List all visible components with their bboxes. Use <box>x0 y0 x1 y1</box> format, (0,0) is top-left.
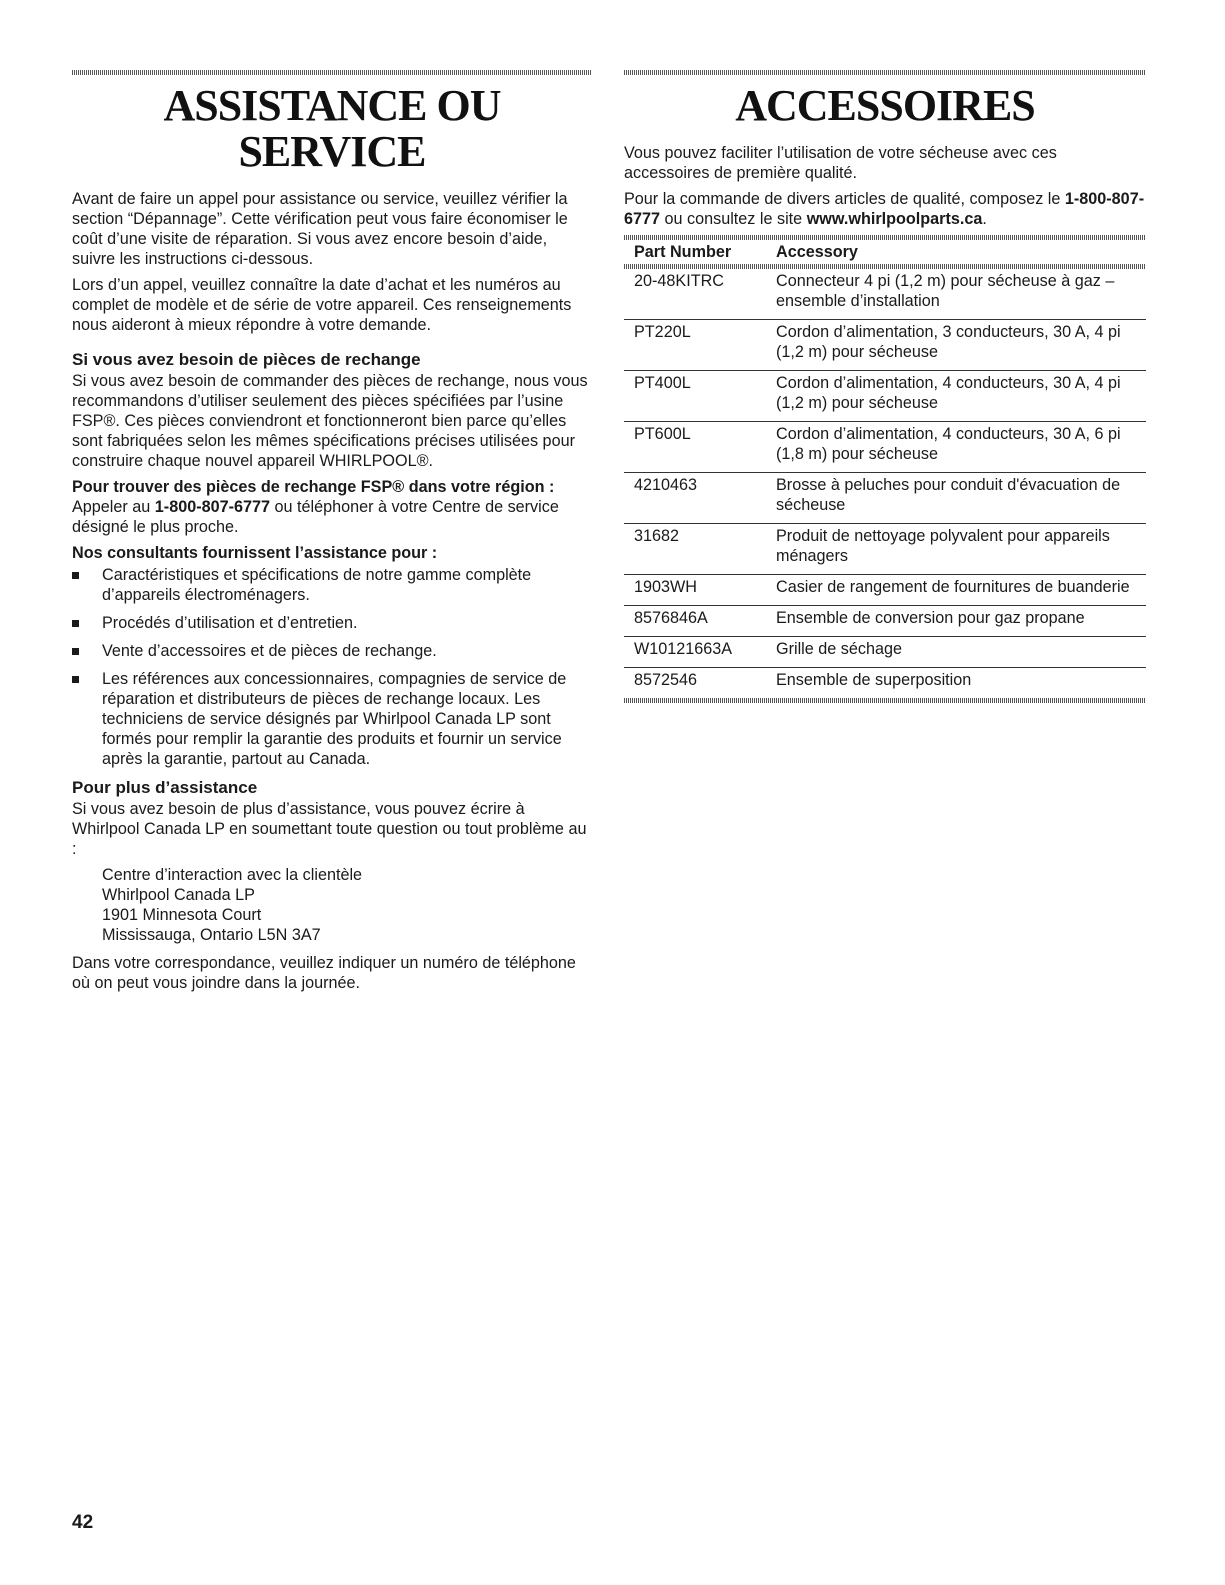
bullet-square-icon <box>72 572 79 579</box>
table-row <box>624 637 1146 668</box>
section-top-rule <box>72 70 592 75</box>
table-row <box>624 269 1146 320</box>
table-bottom-rule <box>624 698 1146 703</box>
accessory-cell: Cordon d’alimentation, 3 conducteurs, 30 A, 4 pi (1,2 m) pour sécheuse <box>766 320 1146 371</box>
list-item: Vente d’accessoires et de pièces de rechange. <box>72 641 592 661</box>
table-row <box>624 473 1146 524</box>
table-top-rule <box>624 235 1146 240</box>
find-parts-text: Appeler au 1-800-807-6777 ou téléphoner à votre Centre de service désigné le plus proche. <box>72 498 559 537</box>
part-number-cell: 8576846A <box>624 606 766 637</box>
table-row <box>624 320 1146 371</box>
mailing-address <box>102 865 592 945</box>
assistance-intro-2: Lors d’un appel, veuillez connaître la date d’achat et les numéros au complet de modèle et de série de votre appareil. Ces renseignements nous aideront à mieux répondre à votre demande. <box>72 276 572 335</box>
accessory-cell: Cordon d’alimentation, 4 conducteurs, 30 A, 6 pi (1,8 m) pour sécheuse <box>766 422 1146 473</box>
address-line: Centre d’interaction avec la clientèle <box>102 866 363 885</box>
parts-text: Si vous avez besoin de commander des pièces de rechange, nous vous recommandons d’utiliser seulement des pièces spécifiées par l’usine FSP®. Ces pièces conviendront et fonctionneront bien parce qu’elles sont fabriquées selon les mêmes spécifications précises utilisées pour construire chaque nouvel appareil WHIRLPOOL®. <box>72 372 588 471</box>
more-assistance-heading: Pour plus d’assistance <box>72 778 258 798</box>
address-line: Mississauga, Ontario L5N 3A7 <box>102 926 321 945</box>
assistance-intro-1: Avant de faire un appel pour assistance ou service, veuillez vérifier la section “Dépannage”. Cette vérification peut vous faire économiser le coût d’une visite de réparation. Si vous avez encore besoin d’aide, suivre les instructions ci-dessous. <box>72 190 568 269</box>
list-item: Caractéristiques et spécifications de notre gamme complète d’appareils électroménagers. <box>72 565 592 605</box>
closing-text: Dans votre correspondance, veuillez indiquer un numéro de téléphone où on peut vous joindre dans la journée. <box>72 954 576 993</box>
accessory-cell: Cordon d’alimentation, 4 conducteurs, 30 A, 4 pi (1,2 m) pour sécheuse <box>766 371 1146 422</box>
part-number-cell: W10121663A <box>624 637 766 668</box>
order-phone-number: 1-800-807-6777 <box>624 190 1145 229</box>
bullet-square-icon <box>72 620 79 627</box>
accessory-cell: Ensemble de conversion pour gaz propane <box>766 606 1146 637</box>
table-row <box>624 575 1146 606</box>
part-number-cell: PT400L <box>624 371 766 422</box>
column-header-part-number: Part Number <box>634 243 732 262</box>
accessories-intro-1: Vous pouvez faciliter l’utilisation de votre sécheuse avec ces accessoires de première qualité. <box>624 144 1057 183</box>
assistance-title: ASSISTANCE OU SERVICE <box>163 81 501 177</box>
accessory-cell: Brosse à peluches pour conduit d'évacuation de sécheuse <box>766 473 1146 524</box>
accessories-title: ACCESSOIRES <box>735 81 1035 130</box>
accessory-cell: Connecteur 4 pi (1,2 m) pour sécheuse à gaz – ensemble d’installation <box>766 269 1146 320</box>
list-item: Les références aux concessionnaires, compagnies de service de réparation et distributeurs de pièces de rechange locaux. Les techniciens de service désignés par Whirlpool Canada LP sont formés pour remplir la garantie des produits et fournir un service après la garantie, partout au Canada. <box>72 669 592 769</box>
part-number-cell: 20-48KITRC <box>624 269 766 320</box>
part-number-cell: 1903WH <box>624 575 766 606</box>
table-row <box>624 371 1146 422</box>
part-number-cell: PT220L <box>624 320 766 371</box>
accessories-intro-2: Pour la commande de divers articles de qualité, composez le 1-800-807-6777 ou consultez le site www.whirlpoolparts.ca. <box>624 190 1145 229</box>
column-header-accessory: Accessory <box>776 243 858 262</box>
part-number-cell: PT600L <box>624 422 766 473</box>
assistance-section <box>72 70 592 999</box>
table-row <box>624 606 1146 637</box>
part-number-cell: 31682 <box>624 524 766 575</box>
consultants-list <box>72 565 592 769</box>
find-phone-number: 1-800-807-6777 <box>154 498 270 517</box>
parts-heading: Si vous avez besoin de pièces de rechange <box>72 350 421 370</box>
website-link[interactable]: www.whirlpoolparts.ca <box>806 210 983 229</box>
accessory-cell: Ensemble de superposition <box>776 671 972 690</box>
accessories-table <box>624 242 1146 698</box>
consultants-heading: Nos consultants fournissent l’assistance pour : <box>72 544 438 563</box>
accessory-cell: Casier de rangement de fournitures de buanderie <box>766 575 1146 606</box>
address-line: Whirlpool Canada LP <box>102 886 255 905</box>
list-item: Procédés d’utilisation et d’entretien. <box>72 613 592 633</box>
find-parts-heading: Pour trouver des pièces de rechange FSP® dans votre région : <box>72 478 555 497</box>
part-number-cell: 4210463 <box>624 473 766 524</box>
accessory-cell: Produit de nettoyage polyvalent pour appareils ménagers <box>766 524 1146 575</box>
table-row <box>624 524 1146 575</box>
bullet-square-icon <box>72 676 79 683</box>
part-number-cell: 8572546 <box>634 671 698 690</box>
bullet-square-icon <box>72 648 79 655</box>
table-header-row <box>624 242 1146 264</box>
table-row <box>624 668 1146 699</box>
more-assistance-text: Si vous avez besoin de plus d’assistance, vous pouvez écrire à Whirlpool Canada LP en soumettant toute question ou tout problème au : <box>72 800 587 859</box>
section-top-rule <box>624 70 1146 75</box>
accessories-section <box>624 70 1146 703</box>
page-number: 42 <box>72 1512 94 1533</box>
address-line: 1901 Minnesota Court <box>102 906 262 925</box>
table-row <box>624 422 1146 473</box>
accessory-cell: Grille de séchage <box>766 637 1146 668</box>
